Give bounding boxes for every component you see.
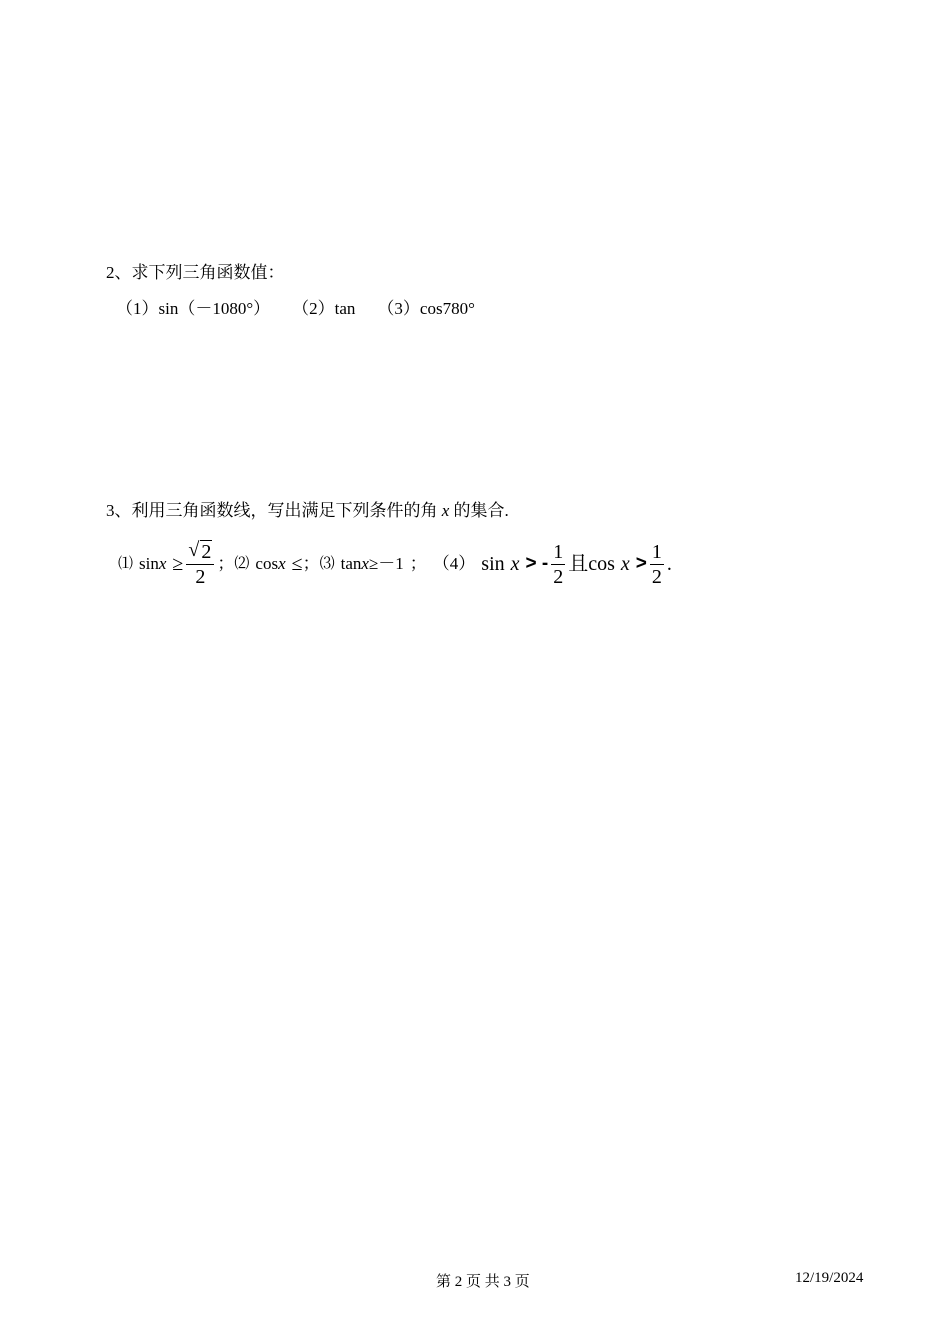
q3-condition-3	[320, 553, 427, 575]
q2-item-3: （3）cos780°	[377, 299, 475, 318]
q3-condition-4	[433, 540, 672, 589]
condition-1-label: ⑴	[118, 556, 134, 572]
condition-2-function: cos	[255, 554, 279, 573]
separator: ；	[409, 554, 427, 573]
q3-title-suffix: 的集合.	[449, 501, 509, 520]
fraction-denominator: 2	[553, 565, 564, 588]
condition-4-function-cos: cos	[588, 553, 615, 575]
condition-2-operator: ≤	[291, 553, 303, 575]
condition-4-fraction-2	[650, 540, 664, 589]
sqrt-icon: √	[188, 538, 200, 561]
condition-4-variable: x	[510, 553, 520, 575]
condition-2-label: ⑵	[234, 556, 250, 572]
condition-3-operator: ≥－1	[368, 554, 404, 573]
q2-item-2: （2）tan	[292, 299, 356, 318]
condition-4-conjunction: 且	[568, 553, 589, 575]
fraction-numerator: 1	[553, 540, 564, 563]
separator: ；	[302, 554, 320, 573]
condition-3-variable: x	[361, 554, 369, 573]
q3-title-text: 3、利用三角函数线，写出满足下列条件的角	[106, 501, 442, 520]
fraction-denominator: 2	[651, 565, 662, 588]
fraction-numerator: √ 2	[188, 538, 212, 563]
condition-1-fraction	[186, 540, 214, 589]
question-3-title	[106, 500, 509, 522]
condition-4-label: （4）	[432, 554, 476, 573]
question-2-title: 2、求下列三角函数值：	[106, 263, 285, 282]
condition-1-function: sin	[139, 554, 159, 573]
fraction-numerator: 1	[651, 540, 662, 563]
q3-title-variable: x	[441, 501, 450, 520]
q3-condition-2	[234, 553, 319, 575]
condition-4-period: .	[666, 553, 672, 575]
condition-4-function-sin: sin	[481, 553, 505, 575]
question-3-conditions	[118, 534, 672, 594]
condition-4-variable-2: x	[620, 553, 630, 575]
condition-3-label: ⑶	[319, 556, 335, 572]
footer-page-number: 第 2 页 共 3 页	[436, 1274, 530, 1290]
question-2-items	[116, 298, 475, 320]
footer-date: 12/19/2024	[795, 1270, 864, 1286]
condition-4-fraction-1	[551, 540, 565, 589]
condition-4-operator-gt: >	[635, 553, 647, 574]
condition-3-function: tan	[340, 554, 362, 573]
condition-4-operator-gt-minus: > -	[525, 553, 549, 574]
condition-1-operator: ≥	[172, 553, 184, 575]
condition-2-variable: x	[278, 554, 286, 573]
condition-1-variable: x	[158, 554, 167, 573]
q3-condition-1	[118, 540, 234, 589]
q2-item-1: （1）sin（－1080°）	[116, 299, 271, 318]
separator: ；	[217, 554, 235, 573]
fraction-denominator: 2	[195, 565, 206, 588]
